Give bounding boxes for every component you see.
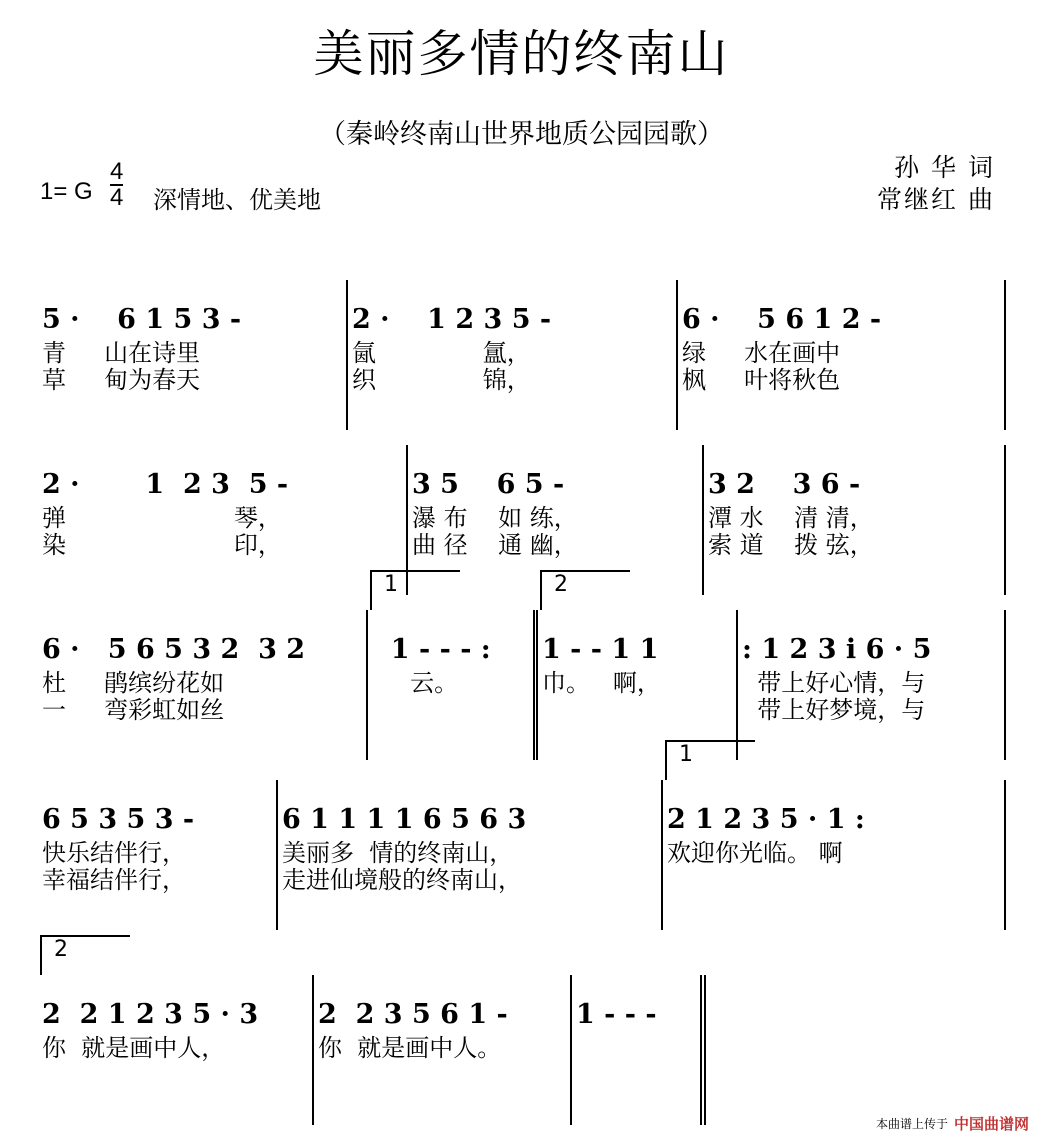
- lyric-verse-2: 染 印，: [42, 531, 282, 559]
- measure: [368, 572, 538, 760]
- song-title: 美丽多情的终南山: [313, 25, 730, 83]
- measure: [38, 445, 408, 595]
- lyric-verse-2: 草 甸为春天: [42, 366, 201, 394]
- lyric-verse-1: 欢迎你光临。 啊: [667, 839, 843, 867]
- composer: 常继红 曲: [877, 185, 995, 214]
- note-sequence: 1 - - -: [576, 999, 657, 1030]
- measure: [738, 610, 1006, 760]
- measure: [572, 975, 706, 1125]
- lyric-verse-1: 快乐结伴行，: [42, 839, 186, 867]
- volta-bracket: 1: [665, 740, 755, 780]
- lyric-verse-1: 云。: [372, 669, 459, 697]
- note-sequence: 1 - - - :: [372, 634, 491, 665]
- lyric-verse-1: 潭 水 清 清，: [708, 504, 874, 532]
- tempo-marking: 深情地、优美地: [153, 186, 321, 214]
- song-subtitle: （秦岭终南山世界地质公园园歌）: [319, 119, 724, 150]
- measure: [38, 610, 368, 760]
- note-sequence: 6 · 5 6 5 3 2 3 2: [42, 634, 306, 665]
- measure: [348, 280, 678, 430]
- lyric-verse-2: 带上好梦境，与: [742, 696, 926, 724]
- note-sequence: 6 5 3 5 3 -: [42, 804, 195, 835]
- note-sequence: 3 2 3 6 -: [708, 469, 861, 500]
- lyric-verse-1: 青 山在诗里: [42, 339, 201, 367]
- note-sequence: 5 · 6 1 5 3 -: [42, 304, 242, 335]
- measure: [38, 780, 278, 930]
- note-sequence: 1 - - 1 1: [542, 634, 659, 665]
- lyric-verse-2: 一 弯彩虹如丝: [42, 696, 225, 724]
- note-sequence: 2 1 2 3 5 · 1 :: [667, 804, 865, 835]
- site-logo[interactable]: 中国曲谱网: [953, 1115, 1029, 1133]
- lyric-verse-1: 你 就是画中人，: [42, 1034, 226, 1062]
- lyric-verse-2: 曲 径 通 幽，: [412, 531, 578, 559]
- lyric-verse-1: 美丽多 情的终南山，: [282, 839, 514, 867]
- lyric-verse-1: 弹 琴，: [42, 504, 282, 532]
- lyric-verse-1: 氤 氲，: [352, 339, 531, 367]
- footer-credit: 本曲谱上传于 中国曲谱网: [875, 1115, 1029, 1133]
- note-sequence: 2 · 1 2 3 5 -: [352, 304, 552, 335]
- measure: [38, 937, 314, 1125]
- lyric-verse-2: 枫 叶将秋色: [682, 366, 841, 394]
- note-sequence: 2 · 1 2 3 5 -: [42, 469, 289, 500]
- volta-bracket: 2: [540, 570, 630, 610]
- volta-bracket: 2: [40, 935, 130, 975]
- score-system: [38, 280, 1006, 430]
- note-sequence: 6 · 5 6 1 2 -: [682, 304, 882, 335]
- time-signature: 4 4: [110, 158, 124, 211]
- lyricist: 孙 华 词: [894, 153, 995, 182]
- note-sequence: : 1 2 3 i 6 · 5: [742, 634, 932, 665]
- lyric-verse-2: 织 锦，: [352, 366, 531, 394]
- measure: [678, 280, 1006, 430]
- key-signature: 1= G: [40, 178, 93, 205]
- score-system: [38, 445, 1006, 595]
- score-system: [38, 742, 1006, 930]
- measure: [278, 780, 663, 930]
- lyric-verse-1: 你 就是画中人。: [318, 1034, 502, 1062]
- note-sequence: 3 5 6 5 -: [412, 469, 565, 500]
- lyric-verse-1: 杜 鹃缤纷花如: [42, 669, 225, 697]
- note-sequence: 2 2 1 2 3 5 · 3: [42, 999, 259, 1030]
- measure: [538, 572, 738, 760]
- measure: [704, 445, 1006, 595]
- score-system: [38, 937, 1006, 1125]
- lyric-verse-1: 巾。 啊，: [542, 669, 661, 697]
- volta-bracket: 1: [370, 570, 460, 610]
- lyric-verse-1: 绿 水在画中: [682, 339, 841, 367]
- note-sequence: 2 2 3 5 6 1 -: [318, 999, 508, 1030]
- lyric-verse-1: 带上好心情，与: [742, 669, 926, 697]
- lyric-verse-2: 索 道 拨 弦，: [708, 531, 874, 559]
- note-sequence: 6 1 1 1 1 6 5 6 3: [282, 804, 527, 835]
- lyric-verse-1: 瀑 布 如 练，: [412, 504, 578, 532]
- lyric-verse-2: 走进仙境般的终南山，: [282, 866, 522, 894]
- lyric-verse-2: 幸福结伴行，: [42, 866, 186, 894]
- measure: [663, 742, 1006, 930]
- score-system: [38, 572, 1006, 760]
- measure: [38, 280, 348, 430]
- measure: [314, 975, 572, 1125]
